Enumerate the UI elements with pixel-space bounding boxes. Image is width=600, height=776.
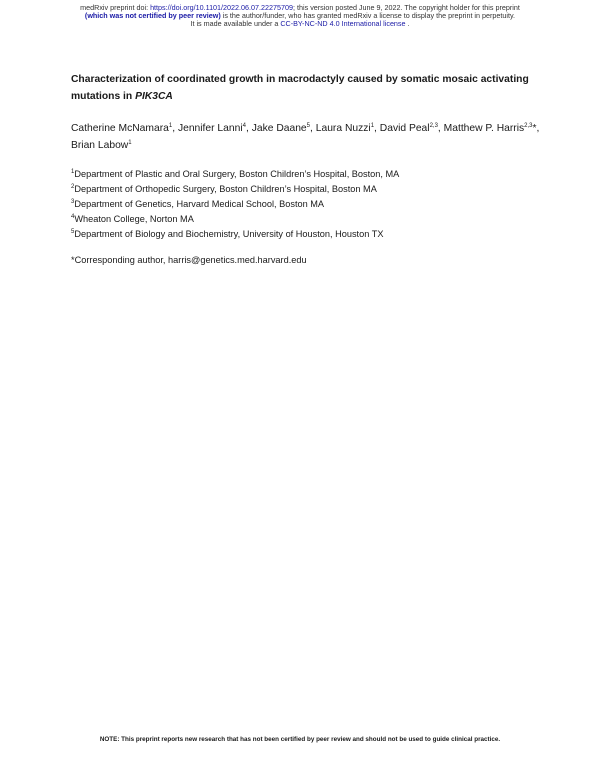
title-text: Characterization of coordinated growth in macrodactyly caused by somatic mosaic activating mutations in bbox=[71, 74, 529, 102]
license-statement: is the author/funder, who has granted medRxiv a license to display the preprint in perpetuity. bbox=[220, 11, 516, 20]
license-prefix: It is made available under a bbox=[190, 19, 281, 28]
license-link[interactable]: CC-BY-NC-ND 4.0 International license bbox=[280, 19, 406, 28]
affiliation: $^4$Wheaton College, Norton MA bbox=[71, 214, 194, 224]
author: Matthew P. Harris$^{2,3}$*, bbox=[443, 123, 540, 134]
affiliation: $^2$Department of Orthopedic Surgery, Boston Children’s Hospital, Boston MA bbox=[71, 184, 377, 194]
peer-review-notice: (which was not certified by peer review) bbox=[84, 11, 221, 20]
header-suffix: ; this version posted June 9, 2022. The copyright holder for this preprint bbox=[293, 3, 520, 12]
license-suffix: . bbox=[405, 19, 410, 28]
affiliation: $^1$Department of Plastic and Oral Surgery, Boston Children’s Hospital, Boston, MA bbox=[71, 169, 400, 179]
author-list bbox=[71, 120, 541, 154]
preprint-footer-note: NOTE: This preprint reports new research that has not been certified by peer review and should not be used to guide clinical practice. bbox=[99, 736, 501, 743]
affiliation: $^5$Department of Biology and Biochemistry, University of Houston, Houston TX bbox=[71, 229, 384, 239]
doi-link[interactable]: https://doi.org/10.1101/2022.06.07.22275709 bbox=[150, 3, 294, 12]
corresponding-author: *Corresponding author, harris@genetics.med.harvard.edu bbox=[71, 255, 307, 265]
header-prefix: medRxiv preprint doi: bbox=[80, 3, 151, 12]
paper-title bbox=[71, 71, 541, 105]
author: Jennifer Lanni$^4$, bbox=[177, 123, 252, 134]
author: Brian Labow$^1$ bbox=[71, 140, 132, 151]
preprint-header-line-3 bbox=[0, 19, 600, 28]
author: David Peal$^{2,3}$, bbox=[379, 123, 444, 134]
author: Jake Daane$^5$, bbox=[251, 123, 316, 134]
title-gene: PIK3CA bbox=[135, 91, 173, 102]
affiliation: $^3$Department of Genetics, Harvard Medical School, Boston MA bbox=[71, 199, 325, 209]
author: Laura Nuzzi$^1$, bbox=[315, 123, 380, 134]
author: Catherine McNamara$^1$, bbox=[71, 123, 178, 134]
